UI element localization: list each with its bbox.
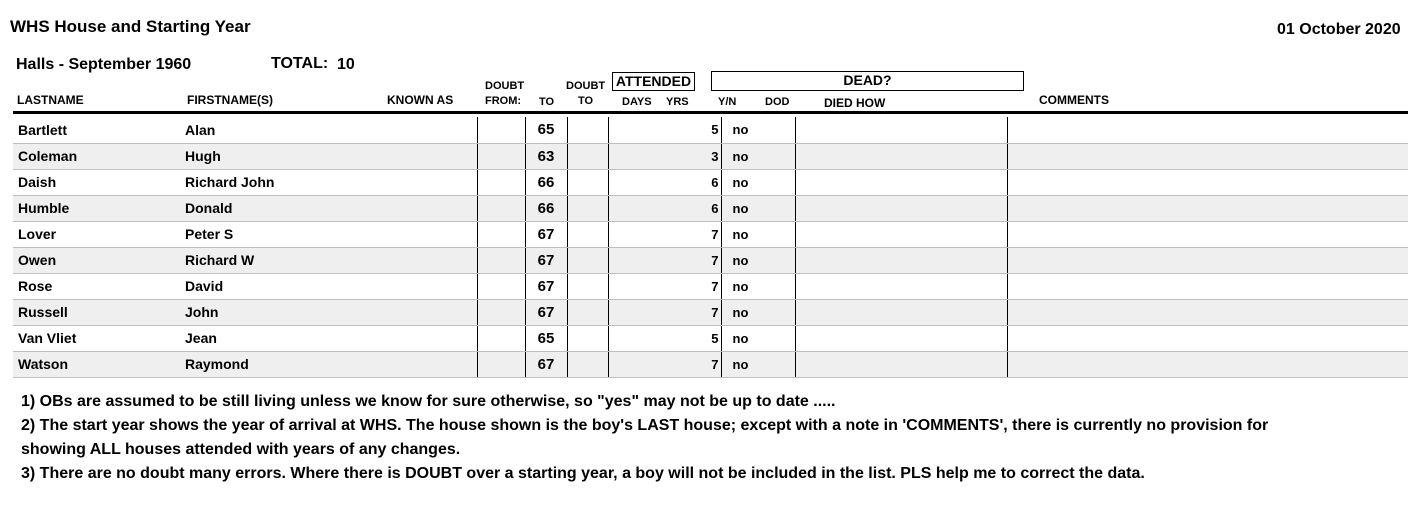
dead-yn-cell: no <box>721 325 795 351</box>
doubt-to-cell <box>567 351 608 377</box>
died-how-cell <box>795 117 1007 143</box>
known-as-cell <box>383 351 477 377</box>
header-lastname: LASTNAME <box>17 93 84 107</box>
header-doubt-from-line1: DOUBT <box>485 80 525 92</box>
doubt-to-cell <box>567 325 608 351</box>
doubt-from-cell <box>477 351 525 377</box>
lastname-cell: Bartlett <box>13 117 183 143</box>
comments-cell <box>1007 325 1408 351</box>
doubt-from-cell <box>477 221 525 247</box>
known-as-cell <box>383 195 477 221</box>
died-how-cell <box>795 299 1007 325</box>
header-doubt-to-line2: TO <box>578 95 594 107</box>
doubt-to-cell <box>567 143 608 169</box>
died-how-cell <box>795 143 1007 169</box>
dead-yn-cell: no <box>721 351 795 377</box>
header-yn: Y/N <box>718 96 737 108</box>
firstnames-cell: Peter S <box>183 221 383 247</box>
died-how-cell <box>795 195 1007 221</box>
doubt-to-cell <box>567 117 608 143</box>
years-cell: 5 <box>686 325 721 351</box>
header-divider <box>13 111 1408 114</box>
doubt-to-cell <box>567 221 608 247</box>
to-year-cell: 67 <box>525 299 567 325</box>
table-row <box>13 195 1408 221</box>
dead-yn-cell: no <box>721 273 795 299</box>
table-row <box>13 169 1408 195</box>
doubt-to-cell <box>567 273 608 299</box>
years-cell: 3 <box>686 143 721 169</box>
header-known-as: KNOWN AS <box>387 93 454 107</box>
header-doubt-to-line1: DOUBT <box>566 80 606 92</box>
dead-yn-cell: no <box>721 247 795 273</box>
died-how-cell <box>795 169 1007 195</box>
comments-cell <box>1007 299 1408 325</box>
comments-cell <box>1007 143 1408 169</box>
days-cell <box>608 117 686 143</box>
header-yrs: YRS <box>666 96 689 108</box>
total-value: 10 <box>337 56 355 73</box>
doubt-to-cell <box>567 299 608 325</box>
to-year-cell: 66 <box>525 195 567 221</box>
header-attended-box <box>612 72 695 91</box>
doubt-from-cell <box>477 273 525 299</box>
report-date: 01 October 2020 <box>1277 21 1401 38</box>
doubt-to-cell <box>567 195 608 221</box>
doubt-from-cell <box>477 195 525 221</box>
known-as-cell <box>383 143 477 169</box>
comments-cell <box>1007 247 1408 273</box>
to-year-cell: 67 <box>525 351 567 377</box>
firstnames-cell: Donald <box>183 195 383 221</box>
table-row <box>13 221 1408 247</box>
lastname-cell: Rose <box>13 273 183 299</box>
known-as-cell <box>383 247 477 273</box>
dead-yn-cell: no <box>721 195 795 221</box>
firstnames-cell: David <box>183 273 383 299</box>
comments-cell <box>1007 221 1408 247</box>
known-as-cell <box>383 221 477 247</box>
lastname-cell: Coleman <box>13 143 183 169</box>
years-cell: 7 <box>686 351 721 377</box>
days-cell <box>608 273 686 299</box>
dead-yn-cell: no <box>721 117 795 143</box>
lastname-cell: Lover <box>13 221 183 247</box>
doubt-from-cell <box>477 169 525 195</box>
died-how-cell <box>795 247 1007 273</box>
years-cell: 7 <box>686 247 721 273</box>
table-row <box>13 351 1408 377</box>
known-as-cell <box>383 299 477 325</box>
dead-yn-cell: no <box>721 299 795 325</box>
pupil-table <box>13 117 1408 378</box>
days-cell <box>608 195 686 221</box>
firstnames-cell: Jean <box>183 325 383 351</box>
lastname-cell: Van Vliet <box>13 325 183 351</box>
lastname-cell: Humble <box>13 195 183 221</box>
to-year-cell: 67 <box>525 221 567 247</box>
doubt-from-cell <box>477 325 525 351</box>
known-as-cell <box>383 169 477 195</box>
died-how-cell <box>795 351 1007 377</box>
firstnames-cell: Hugh <box>183 143 383 169</box>
days-cell <box>608 325 686 351</box>
to-year-cell: 65 <box>525 117 567 143</box>
firstnames-cell: Richard W <box>183 247 383 273</box>
firstnames-cell: Richard John <box>183 169 383 195</box>
total-label: TOTAL: <box>271 55 329 72</box>
doubt-to-cell <box>567 247 608 273</box>
header-doubt-from-line2: FROM: <box>485 95 522 107</box>
to-year-cell: 67 <box>525 247 567 273</box>
died-how-cell <box>795 325 1007 351</box>
known-as-cell <box>383 273 477 299</box>
note-1: 1) OBs are assumed to be still living unless we know for sure otherwise, so "yes" may not be up to date ..... <box>21 393 836 410</box>
days-cell <box>608 169 686 195</box>
dead-yn-cell: no <box>721 143 795 169</box>
years-cell: 5 <box>686 117 721 143</box>
doubt-from-cell <box>477 299 525 325</box>
firstnames-cell: Alan <box>183 117 383 143</box>
header-comments: COMMENTS <box>1039 93 1109 107</box>
header-days: DAYS <box>622 96 652 108</box>
lastname-cell: Daish <box>13 169 183 195</box>
doubt-to-cell <box>567 169 608 195</box>
doubt-from-cell <box>477 143 525 169</box>
header-dod: DOD <box>765 96 790 108</box>
header-dead: DEAD? <box>843 72 892 88</box>
header-dead-box <box>711 71 1024 91</box>
died-how-cell <box>795 273 1007 299</box>
lastname-cell: Russell <box>13 299 183 325</box>
table-row <box>13 143 1408 169</box>
doubt-from-cell <box>477 247 525 273</box>
to-year-cell: 63 <box>525 143 567 169</box>
note-2: 2) The start year shows the year of arrival at WHS. The house shown is the boy's LAST house; except with a note in 'COMMENTS', there is currently no provision for <box>21 417 1269 434</box>
comments-cell <box>1007 117 1408 143</box>
header-died-how: DIED HOW <box>824 96 886 110</box>
days-cell <box>608 221 686 247</box>
years-cell: 6 <box>686 195 721 221</box>
lastname-cell: Owen <box>13 247 183 273</box>
table-row <box>13 273 1408 299</box>
pupil-rows <box>13 117 1408 377</box>
days-cell <box>608 351 686 377</box>
comments-cell <box>1007 351 1408 377</box>
days-cell <box>608 299 686 325</box>
table-row <box>13 299 1408 325</box>
years-cell: 7 <box>686 273 721 299</box>
days-cell <box>608 247 686 273</box>
header-to: TO <box>539 96 555 108</box>
to-year-cell: 65 <box>525 325 567 351</box>
days-cell <box>608 143 686 169</box>
page-title: WHS House and Starting Year <box>10 17 251 36</box>
known-as-cell <box>383 117 477 143</box>
firstnames-cell: Raymond <box>183 351 383 377</box>
lastname-cell: Watson <box>13 351 183 377</box>
dead-yn-cell: no <box>721 221 795 247</box>
years-cell: 6 <box>686 169 721 195</box>
table-row <box>13 325 1408 351</box>
years-cell: 7 <box>686 299 721 325</box>
years-cell: 7 <box>686 221 721 247</box>
table-row <box>13 117 1408 143</box>
dead-yn-cell: no <box>721 169 795 195</box>
firstnames-cell: John <box>183 299 383 325</box>
notes <box>21 390 1268 486</box>
house-subtitle: Halls - September 1960 <box>16 56 192 73</box>
to-year-cell: 67 <box>525 273 567 299</box>
died-how-cell <box>795 221 1007 247</box>
to-year-cell: 66 <box>525 169 567 195</box>
comments-cell <box>1007 195 1408 221</box>
doubt-from-cell <box>477 117 525 143</box>
known-as-cell <box>383 325 477 351</box>
header-firstnames: FIRSTNAME(S) <box>187 93 273 107</box>
comments-cell <box>1007 273 1408 299</box>
table-row <box>13 247 1408 273</box>
note-2-continued: showing ALL houses attended with years of any changes. <box>21 441 461 458</box>
header-attended: ATTENDED <box>615 73 692 89</box>
comments-cell <box>1007 169 1408 195</box>
note-3: 3) There are no doubt many errors. Where there is DOUBT over a starting year, a boy will not be included in the list. PLS help me to correct the data. <box>21 465 1145 482</box>
